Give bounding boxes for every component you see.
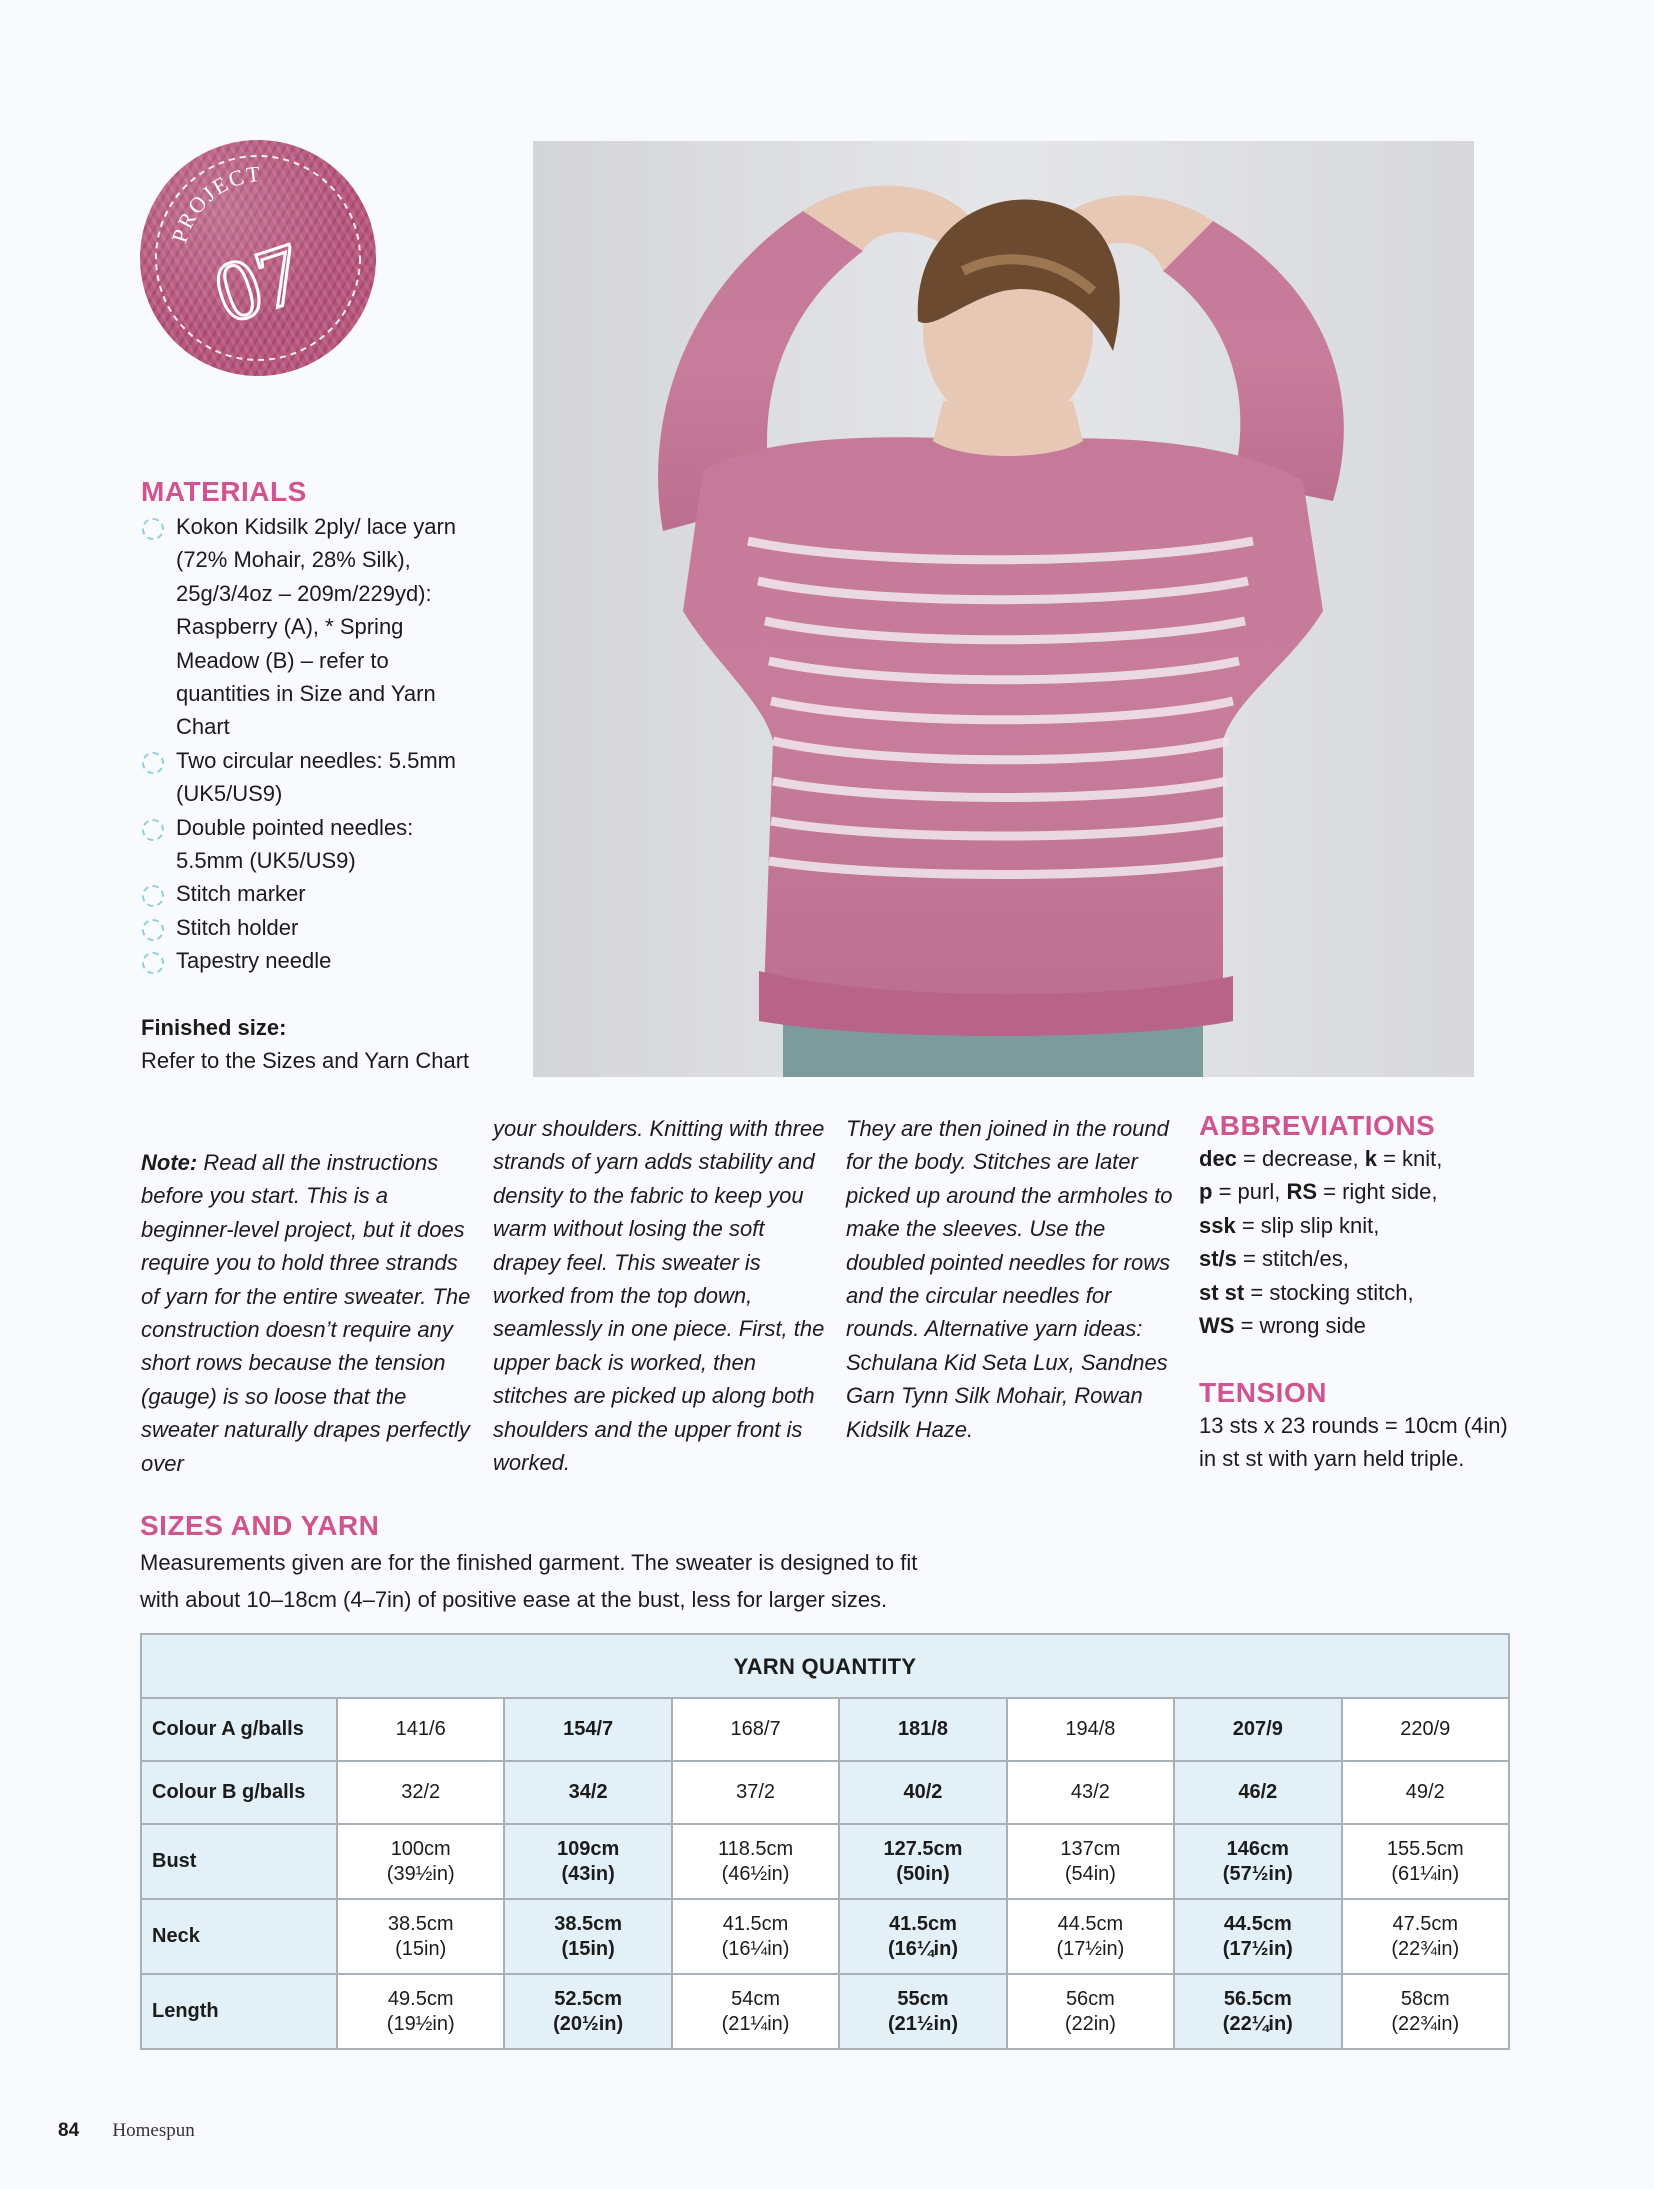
table-cell bbox=[337, 1824, 504, 1899]
table-cell bbox=[1342, 1974, 1509, 2049]
table-cell bbox=[839, 1824, 1006, 1899]
finished-size-label: Finished size: bbox=[141, 1015, 287, 1040]
table-cell bbox=[839, 1698, 1006, 1761]
cell-line: 56cm bbox=[1065, 1987, 1115, 2010]
cell-line: 54cm bbox=[731, 1987, 780, 2010]
page-footer bbox=[58, 2120, 195, 2142]
abbreviation-row bbox=[1199, 1276, 1529, 1309]
table-cell bbox=[504, 1824, 671, 1899]
cell-line: 137cm bbox=[1060, 1837, 1121, 1860]
cell-line: 127.5cm bbox=[883, 1837, 963, 1860]
abbreviation-term: st st bbox=[1199, 1279, 1245, 1305]
cell-line: (15in) bbox=[561, 1937, 615, 1960]
row-header: Bust bbox=[141, 1824, 337, 1899]
intro-column-1 bbox=[141, 1146, 476, 1480]
table-cell bbox=[1007, 1761, 1174, 1824]
cell-line: (39½in) bbox=[386, 1862, 455, 1885]
abbreviation-term: st/s bbox=[1199, 1246, 1237, 1272]
cell-line: 43/2 bbox=[1070, 1781, 1110, 1803]
intro-column-2: your shoulders. Knitting with three strands of yarn adds stability and density to the fabric to keep you warm without losing the soft drapey feel. This sweater is worked from the top down, seamlessly in one piece. First, the upper back is worked, then stitches are picked up along both shoulders and the upper front is worked. bbox=[493, 1116, 825, 1476]
materials-section bbox=[141, 476, 471, 978]
cell-line: (17½in) bbox=[1056, 1937, 1125, 1960]
project-badge bbox=[140, 140, 376, 376]
cell-line: 194/8 bbox=[1065, 1718, 1116, 1740]
cell-line: 154/7 bbox=[563, 1718, 614, 1740]
abbreviation-term: p bbox=[1199, 1179, 1213, 1205]
cell-line: 44.5cm bbox=[1223, 1912, 1292, 1935]
cell-line: (61¼in) bbox=[1391, 1862, 1460, 1885]
table-cell bbox=[337, 1974, 504, 2049]
cell-line: 34/2 bbox=[568, 1781, 608, 1803]
cell-line: 168/7 bbox=[730, 1718, 781, 1740]
cell-line: (54in) bbox=[1064, 1862, 1116, 1885]
abbreviation-term: WS bbox=[1199, 1313, 1235, 1339]
table-cell bbox=[1174, 1899, 1341, 1974]
badge-label: PROJECT bbox=[166, 160, 264, 246]
cell-line: 155.5cm bbox=[1386, 1837, 1464, 1860]
cell-line: (22¼in) bbox=[1222, 2012, 1293, 2035]
table-body bbox=[141, 1698, 1509, 2049]
cell-line: 109cm bbox=[556, 1837, 620, 1860]
cell-line: 181/8 bbox=[897, 1718, 948, 1740]
table-cell bbox=[337, 1761, 504, 1824]
abbreviation-meaning: = decrease, bbox=[1236, 1146, 1365, 1171]
cell-line: (19½in) bbox=[386, 2012, 455, 2035]
abbreviation-meaning: = wrong side bbox=[1234, 1313, 1366, 1339]
abbreviation-meaning: = right side, bbox=[1317, 1179, 1438, 1205]
abbreviation-row bbox=[1199, 1209, 1529, 1242]
abbreviations-list bbox=[1199, 1142, 1529, 1342]
table-row bbox=[141, 1698, 1509, 1761]
circle-bullet-icon bbox=[142, 919, 164, 941]
cell-line: (20½in) bbox=[553, 2012, 624, 2035]
cell-line: 49.5cm bbox=[387, 1987, 454, 2010]
table-cell bbox=[839, 1974, 1006, 2049]
abbreviation-term: RS bbox=[1286, 1179, 1317, 1205]
materials-item: Stitch marker bbox=[141, 877, 471, 910]
row-header: Colour A g/balls bbox=[141, 1698, 337, 1761]
table-cell bbox=[672, 1824, 839, 1899]
table-cell bbox=[1174, 1698, 1341, 1761]
table-cell bbox=[504, 1899, 671, 1974]
abbreviation-row bbox=[1199, 1242, 1529, 1275]
table-cell bbox=[504, 1698, 671, 1761]
circle-bullet-icon bbox=[142, 952, 164, 974]
cell-line: 46/2 bbox=[1238, 1781, 1278, 1803]
table-row bbox=[141, 1761, 1509, 1824]
abbreviation-term: k bbox=[1364, 1146, 1377, 1171]
table-cell bbox=[672, 1974, 839, 2049]
cell-line: 220/9 bbox=[1400, 1718, 1451, 1740]
table-cell bbox=[1007, 1899, 1174, 1974]
cell-line: 40/2 bbox=[903, 1781, 943, 1803]
materials-list bbox=[141, 510, 471, 978]
abbreviation-row bbox=[1199, 1175, 1529, 1208]
sizes-line-1: Measurements given are for the finished garment. The sweater is designed to fit bbox=[140, 1550, 918, 1575]
table-cell bbox=[337, 1698, 504, 1761]
abbreviation-row bbox=[1199, 1142, 1529, 1175]
table-cell bbox=[839, 1761, 1006, 1824]
cell-line: (22in) bbox=[1064, 2012, 1116, 2035]
table-cell bbox=[1342, 1824, 1509, 1899]
abbreviation-meaning: = stocking stitch, bbox=[1244, 1279, 1414, 1305]
badge-graphic bbox=[140, 140, 376, 376]
cell-line: 38.5cm bbox=[554, 1912, 623, 1935]
intro-text-1: Read all the instructions before you start. This is a beginner-level project, but it does require you to hold three strands of yarn for the entire sweater. The construction doesn’t require any short rows because the tension (gauge) is so loose that the sweater naturally drapes perfectly over bbox=[141, 1150, 471, 1476]
table-cell bbox=[839, 1899, 1006, 1974]
yarn-quantity-table bbox=[140, 1633, 1510, 2050]
cell-line: 100cm bbox=[390, 1837, 451, 1860]
table-cell bbox=[337, 1899, 504, 1974]
tension-line-1: 13 sts x 23 rounds = 10cm (4in) bbox=[1199, 1413, 1508, 1438]
table-cell bbox=[1007, 1974, 1174, 2049]
materials-heading: MATERIALS bbox=[141, 476, 307, 507]
tension-section bbox=[1199, 1377, 1529, 1476]
circle-bullet-icon bbox=[142, 885, 164, 907]
cell-line: 146cm bbox=[1226, 1837, 1289, 1860]
cell-line: 32/2 bbox=[401, 1781, 441, 1803]
table-cell bbox=[672, 1899, 839, 1974]
materials-item: Double pointed needles: 5.5mm (UK5/US9) bbox=[141, 811, 471, 878]
sizes-section bbox=[140, 1510, 1040, 1616]
cell-line: 58cm bbox=[1400, 1987, 1450, 2010]
magazine-name: Homespun bbox=[112, 2120, 195, 2141]
table-cell bbox=[1007, 1698, 1174, 1761]
row-header: Neck bbox=[141, 1899, 337, 1974]
materials-item: Two circular needles: 5.5mm (UK5/US9) bbox=[141, 744, 471, 811]
table-row bbox=[141, 1974, 1509, 2049]
cell-line: (15in) bbox=[395, 1937, 447, 1960]
abbreviation-meaning: = stitch/es, bbox=[1236, 1246, 1349, 1272]
row-header: Colour B g/balls bbox=[141, 1761, 337, 1824]
cell-line: (22¾in) bbox=[1391, 2012, 1460, 2035]
cell-line: (21½in) bbox=[887, 2012, 958, 2035]
circle-bullet-icon bbox=[142, 819, 164, 841]
model-illustration bbox=[533, 141, 1474, 1077]
row-header: Length bbox=[141, 1974, 337, 2049]
materials-item: Tapestry needle bbox=[141, 944, 471, 977]
circle-bullet-icon bbox=[142, 752, 164, 774]
cell-line: (43in) bbox=[561, 1862, 615, 1885]
table-cell bbox=[672, 1761, 839, 1824]
cell-line: 41.5cm bbox=[889, 1912, 957, 1935]
table-cell bbox=[504, 1974, 671, 2049]
abbreviations-section bbox=[1199, 1110, 1529, 1342]
note-label: Note: bbox=[141, 1150, 198, 1175]
table-cell bbox=[1007, 1824, 1174, 1899]
cell-line: 118.5cm bbox=[717, 1837, 794, 1860]
abbreviation-meaning: = slip slip knit, bbox=[1235, 1212, 1380, 1238]
table-cell bbox=[1342, 1698, 1509, 1761]
cell-line: (17½in) bbox=[1222, 1937, 1293, 1960]
cell-line: 55cm bbox=[897, 1987, 949, 2010]
cell-line: 37/2 bbox=[736, 1781, 776, 1803]
sweater-photo bbox=[533, 141, 1474, 1077]
table-cell bbox=[672, 1698, 839, 1761]
tension-heading: TENSION bbox=[1199, 1377, 1327, 1408]
page-number: 84 bbox=[58, 2120, 80, 2141]
abbreviation-term: dec bbox=[1199, 1146, 1237, 1171]
table-cell bbox=[1174, 1974, 1341, 2049]
table-row bbox=[141, 1899, 1509, 1974]
cell-line: 56.5cm bbox=[1223, 1987, 1292, 2010]
finished-size bbox=[141, 1011, 471, 1078]
abbreviation-meaning: = knit, bbox=[1376, 1146, 1443, 1171]
intro-column-3: They are then joined in the round for the body. Stitches are later picked up around the armholes to make the sleeves. Use the doubled pointed needles for rows and the circular needles for rounds. Alternative yarn ideas: Schulana Kid Seta Lux, Sandnes Garn Tynn Silk Mohair, Rowan Kidsilk Haze. bbox=[846, 1116, 1173, 1442]
table-caption: YARN QUANTITY bbox=[141, 1634, 1509, 1698]
sizes-heading: SIZES AND YARN bbox=[140, 1510, 380, 1541]
badge-number: 07 bbox=[203, 223, 315, 342]
abbreviation-term: ssk bbox=[1199, 1212, 1236, 1238]
cell-line: 38.5cm bbox=[387, 1912, 454, 1935]
circle-bullet-icon bbox=[142, 518, 164, 540]
cell-line: 44.5cm bbox=[1057, 1912, 1124, 1935]
abbreviation-meaning: = purl, bbox=[1212, 1179, 1287, 1205]
abbreviations-heading: ABBREVIATIONS bbox=[1199, 1110, 1436, 1141]
cell-line: 47.5cm bbox=[1392, 1912, 1459, 1935]
table-cell bbox=[504, 1761, 671, 1824]
cell-line: (16¼in) bbox=[721, 1937, 790, 1960]
table-cell bbox=[1174, 1824, 1341, 1899]
tension-line-2: in st st with yarn held triple. bbox=[1199, 1446, 1465, 1472]
finished-size-value: Refer to the Sizes and Yarn Chart bbox=[141, 1048, 470, 1074]
cell-line: 52.5cm bbox=[554, 1987, 623, 2010]
table-cell bbox=[1342, 1899, 1509, 1974]
sizes-line-2: with about 10–18cm (4–7in) of positive ease at the bust, less for larger sizes. bbox=[140, 1587, 888, 1612]
materials-item: Kokon Kidsilk 2ply/ lace yarn (72% Mohair, 28% Silk), 25g/3/4oz – 209m/229yd): Raspberry (A), * Spring Meadow (B) – refer to quantities in Size and Yarn Chart bbox=[141, 510, 471, 744]
table-cell bbox=[1342, 1761, 1509, 1824]
table-cell bbox=[1174, 1761, 1341, 1824]
table-row bbox=[141, 1824, 1509, 1899]
cell-line: 141/6 bbox=[395, 1718, 446, 1740]
cell-line: 49/2 bbox=[1405, 1781, 1445, 1803]
cell-line: (50in) bbox=[896, 1862, 950, 1885]
cell-line: (22¾in) bbox=[1391, 1937, 1460, 1960]
cell-line: 207/9 bbox=[1232, 1718, 1283, 1740]
cell-line: 41.5cm bbox=[722, 1912, 789, 1935]
cell-line: (57½in) bbox=[1222, 1862, 1293, 1885]
materials-item: Stitch holder bbox=[141, 911, 471, 944]
cell-line: (16¼in) bbox=[887, 1937, 958, 1960]
cell-line: (46½in) bbox=[721, 1862, 790, 1885]
cell-line: (21¼in) bbox=[721, 2012, 790, 2035]
abbreviation-row bbox=[1199, 1309, 1529, 1342]
